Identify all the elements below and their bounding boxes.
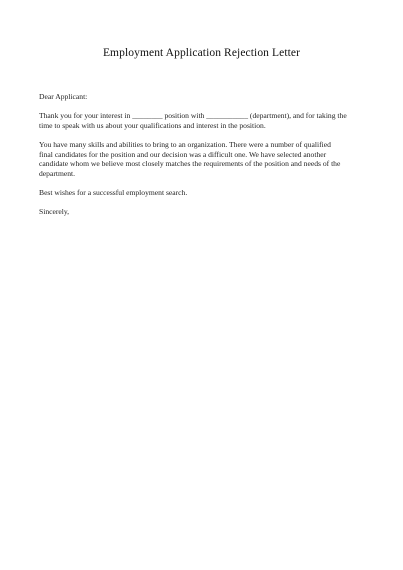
paragraph-spacer xyxy=(39,130,369,140)
paragraph-2-line-1: You have many skills and abilities to bring to an organization. There were a number of qualified xyxy=(39,139,331,149)
paragraph-1-line-1: Thank you for your interest in ________ position with ___________ (department), and for taking the xyxy=(39,111,347,121)
paragraph-2-line-3: candidate whom we believe most closely matches the requirements of the position and needs of the xyxy=(39,159,341,169)
paragraph-3: Best wishes for a successful employment search. xyxy=(39,187,188,197)
letter-body xyxy=(39,92,369,217)
paragraph-spacer xyxy=(39,198,369,208)
paragraph-2-line-2: final candidates for the position and our decision was a difficult one. We have selected another xyxy=(39,149,327,159)
paragraph-1-line-2: time to speak with us about your qualifications and interest in the position. xyxy=(39,120,266,130)
paragraph-spacer xyxy=(39,102,369,112)
paragraph-2-line-4: department. xyxy=(39,168,76,178)
salutation: Dear Applicant: xyxy=(39,92,88,101)
document-title: Employment Application Rejection Letter xyxy=(102,47,301,59)
closing: Sincerely, xyxy=(39,207,70,217)
paragraph-spacer xyxy=(39,178,369,188)
